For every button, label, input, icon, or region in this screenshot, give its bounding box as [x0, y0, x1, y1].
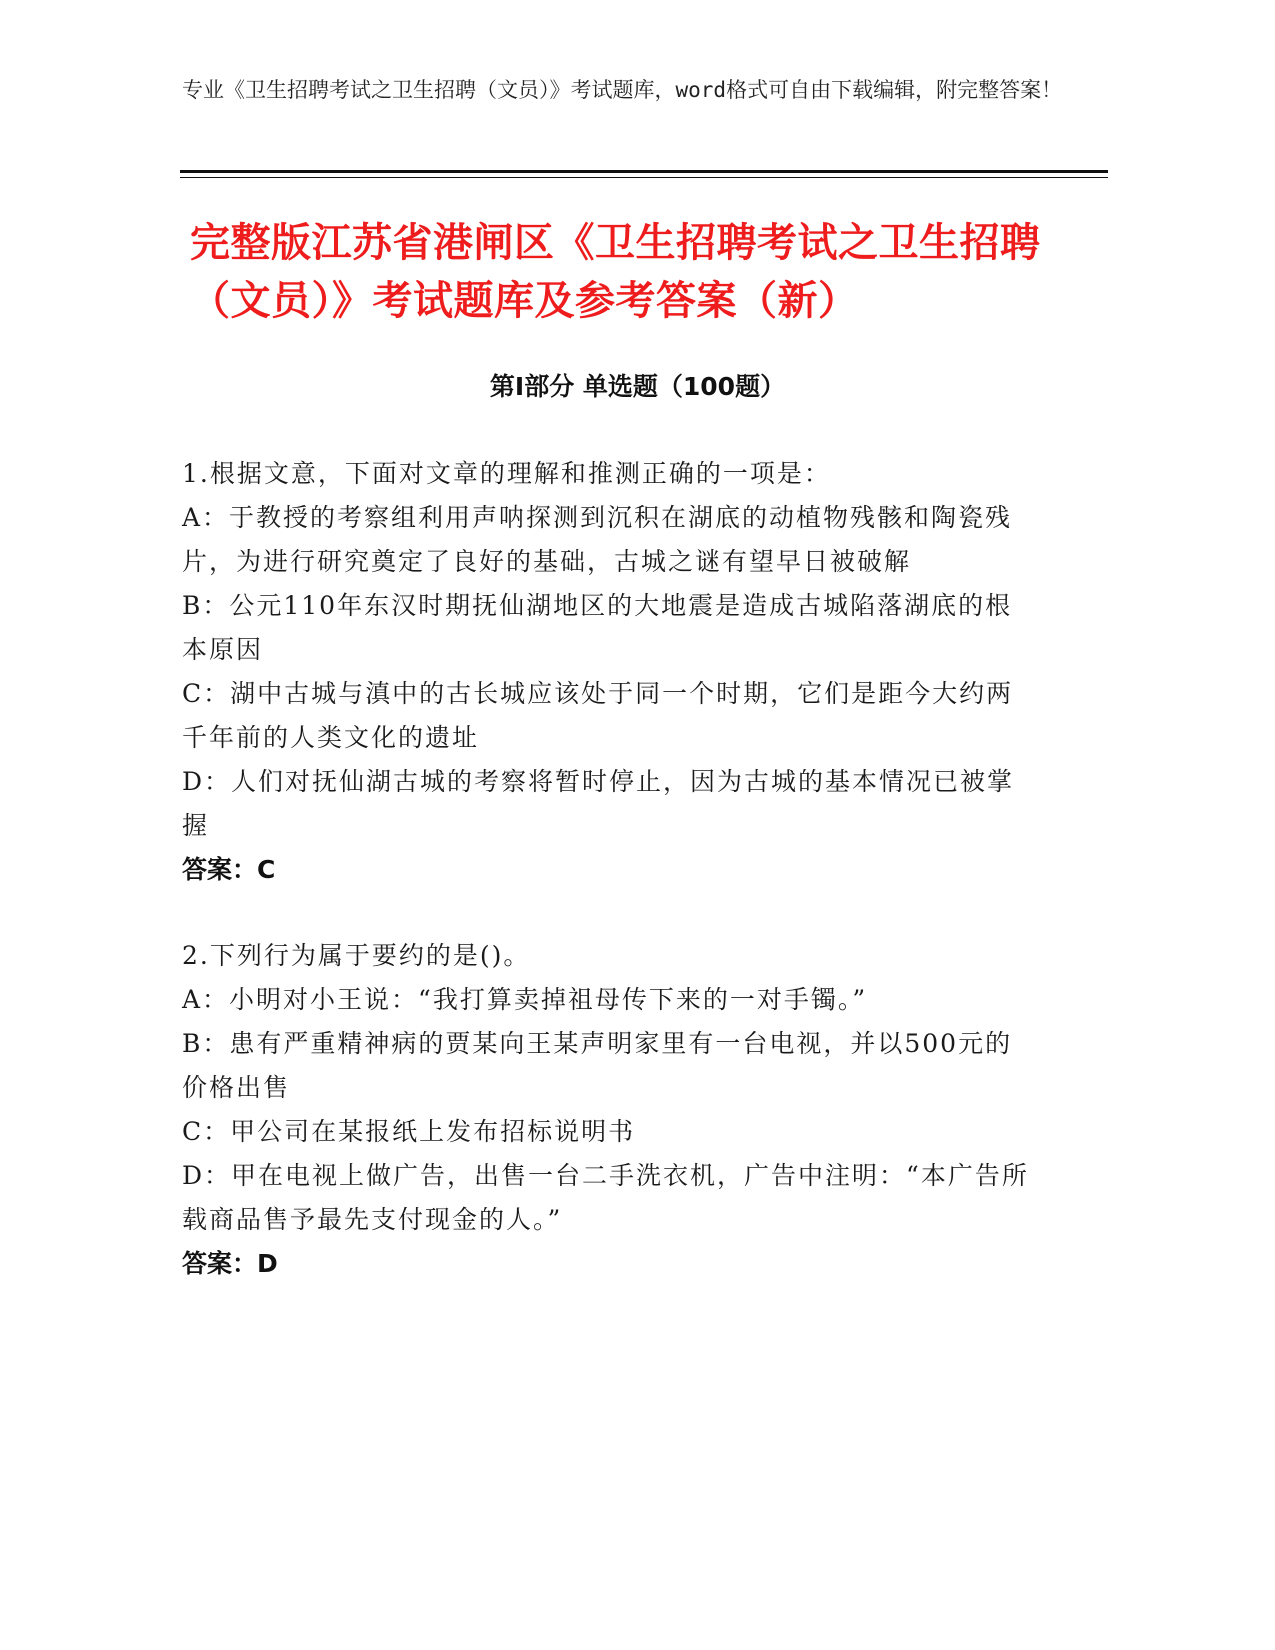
question-1 — [182, 452, 1032, 892]
option-b: B：患有严重精神病的贾某向王某声明家里有一台电视，并以500元的价格出售 — [182, 1029, 1013, 1102]
section-title: 第Ⅰ部分 单选题（100题） — [489, 372, 786, 401]
document-title: 完整版江苏省港闸区《卫生招聘考试之卫生招聘（文员）》考试题库及参考答案（新） — [190, 220, 1041, 324]
answer-label: 答案：C — [182, 855, 276, 884]
option-a: A：小明对小王说：“我打算卖掉祖母传下来的一对手镯。” — [182, 985, 868, 1014]
question-stem: 2.下列行为属于要约的是()。 — [182, 941, 531, 970]
question-list — [182, 452, 1032, 1328]
header-divider-thick — [180, 170, 1108, 173]
option-c: C：湖中古城与滇中的古长城应该处于同一个时期，它们是距今大约两千年前的人类文化的遗址 — [182, 679, 1014, 752]
option-b: B：公元110年东汉时期抚仙湖地区的大地震是造成古城陷落湖底的根本原因 — [182, 591, 1013, 664]
header-divider-thin — [180, 177, 1108, 178]
option-d: D：甲在电视上做广告，出售一台二手洗衣机，广告中注明：“本广告所载商品售予最先支付现金的人。” — [182, 1161, 1029, 1234]
option-a: A：于教授的考察组利用声呐探测到沉积在湖底的动植物残骸和陶瓷残片，为进行研究奠定了良好的基础，古城之谜有望早日被破解 — [182, 503, 1013, 576]
question-2 — [182, 934, 1032, 1286]
question-stem: 1.根据文意，下面对文章的理解和推测正确的一项是： — [182, 459, 831, 488]
header-note: 专业《卫生招聘考试之卫生招聘（文员）》考试题库，word格式可自由下载编辑，附完整答案！ — [182, 78, 1063, 102]
option-d: D：人们对抚仙湖古城的考察将暂时停止，因为古城的基本情况已被掌握 — [182, 767, 1015, 840]
answer-label: 答案：D — [182, 1249, 278, 1278]
option-c: C：甲公司在某报纸上发布招标说明书 — [182, 1117, 636, 1146]
